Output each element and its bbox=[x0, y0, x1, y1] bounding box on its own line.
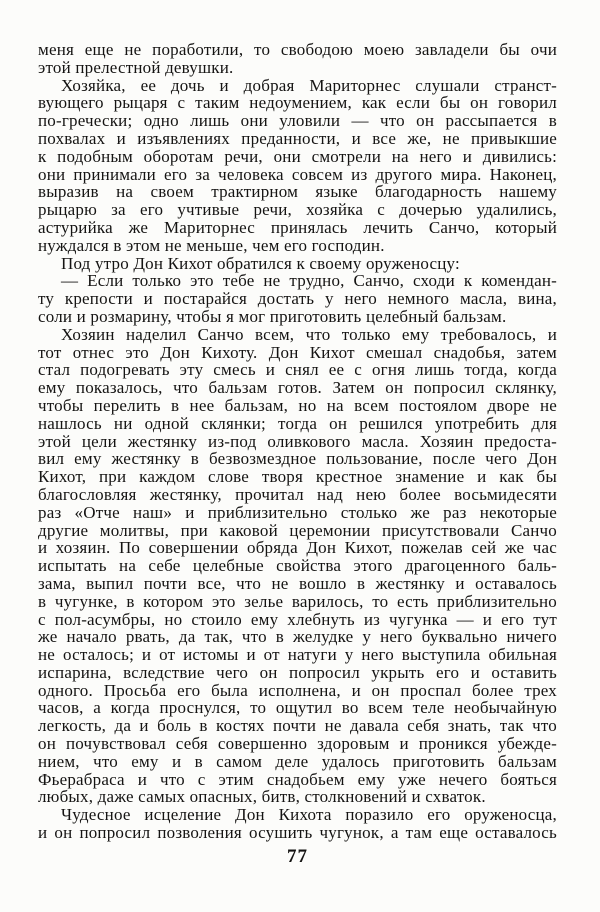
text-line: другие молитвы, при каковой церемонии присутствовали Санчо bbox=[38, 520, 557, 540]
page-number: 77 bbox=[287, 846, 308, 867]
text-line: меня еще не поработили, то свободою моею завладели бы очи bbox=[38, 40, 557, 59]
text-line: Кихот, при каждом слове творя крестное знамение и как бы bbox=[38, 467, 557, 487]
text-line: раз «Отче наш» и приблизительно столько же раз некоторые bbox=[38, 502, 557, 522]
text-line: благословляя жестянку, прочитал над нею более восьмидесяти bbox=[38, 484, 557, 504]
text-line: чтобы перелить в нее бальзам, но на всем постоялом дворе не bbox=[38, 395, 557, 415]
text-line: с пол-асумбры, но стоило ему хлебнуть из чугунка — и его тут bbox=[38, 609, 557, 629]
text-block bbox=[38, 41, 557, 842]
text-line: и хозяин. По совершении обряда Дон Кихот, пожелав сей же час bbox=[38, 538, 557, 558]
text-line: ту крепости и постарайся достать у него немного масла, вина, bbox=[38, 289, 557, 309]
text-line: легкость, да и боль в костях почти не давала себя знать, так что bbox=[38, 716, 557, 736]
text-line: Под утро Дон Кихот обратился к своему оруженосцу: bbox=[61, 253, 460, 273]
text-line: по-гречески; одно лишь они уловили — что он рассыпается в bbox=[38, 111, 557, 131]
text-line: стал подогревать эту смесь и снял ее с огня лишь тогда, когда bbox=[38, 360, 557, 380]
text-line: этой прелестной девушки. bbox=[38, 57, 234, 77]
text-line: любых, даже самых опасных, битв, столкновений и схваток. bbox=[38, 787, 486, 807]
text-line: к подобным оборотам речи, они смотрели на него и дивились: bbox=[38, 146, 557, 166]
text-line: выразив на своем трактирном языке благодарность нашему bbox=[38, 182, 557, 202]
text-line: зама, выпил почти все, что не вошло в жестянку и оставалось bbox=[38, 573, 557, 593]
text-line: он почувствовал себя совершенно здоровым и проникся убежде- bbox=[38, 734, 557, 754]
text-line: тот отнес это Дон Кихоту. Дон Кихот смешал снадобья, затем bbox=[38, 342, 557, 362]
text-line: рыцарю за его учтивые речи, хозяйка с дочерью удалились, bbox=[38, 200, 557, 220]
text-line: в чугунке, в котором это зелье варилось, то есть приблизительно bbox=[38, 591, 557, 611]
text-line: соли и розмарину, чтобы я мог приготовить целебный бальзам. bbox=[38, 306, 507, 326]
text-line: — Если только это тебе не трудно, Санчо, сходи к комендан- bbox=[61, 271, 557, 291]
text-line: вил ему жестянку в безвозмездное пользование, после чего Дон bbox=[38, 449, 557, 469]
text-line: похвалах и изъявлениях преданности, и все же, не привыкшие bbox=[38, 128, 557, 148]
text-line: нашлось ни одной склянки; тогда он решился употребить для bbox=[38, 413, 557, 433]
text-line: одного. Просьба его была исполнена, и он проспал более трех bbox=[38, 680, 557, 700]
text-line: испарина, вследствие чего он попросил укрыть его и оставить bbox=[38, 662, 557, 682]
text-line: ему показалось, что бальзам готов. Затем он попросил склянку, bbox=[38, 378, 557, 398]
text-line: этой цели жестянку из-под оливкового масла. Хозяин предоста- bbox=[38, 431, 557, 451]
text-line: нием, что ему и в самом деле удалось приготовить бальзам bbox=[38, 751, 557, 771]
text-line: астурийка же Мариторнес принялась лечить Санчо, который bbox=[38, 217, 557, 237]
text-line: Хозяин наделил Санчо всем, что только ему требовалось, и bbox=[61, 324, 557, 344]
text-line: Чудесное исцеление Дон Кихота поразило его оруженосца, bbox=[61, 805, 557, 825]
text-line: Фьерабраса и что с этим снадобьем ему уже нечего бояться bbox=[38, 769, 557, 789]
text-line: часов, а когда проснулся, то ощутил во всем теле необычайную bbox=[38, 698, 557, 718]
text-line: вующего рыцаря с таким недоумением, как если бы он говорил bbox=[38, 93, 557, 113]
text-line: и он попросил позволения осушить чугунок, а там еще оставалось bbox=[38, 823, 557, 843]
text-line: испытать на себе целебные свойства этого драгоценного баль- bbox=[38, 556, 557, 576]
text-line: Хозяйка, ее дочь и добрая Мариторнес слушали странст- bbox=[61, 75, 557, 95]
text-line: не осталось; и от истомы и от натуги у него выступила обильная bbox=[38, 645, 557, 665]
text-line: же начало рвать, да так, что в желудке у него буквально ничего bbox=[38, 627, 557, 647]
text-line: они принимали его за человека совсем из другого мира. Наконец, bbox=[38, 164, 557, 184]
text-line: нуждался в этом не меньше, чем его господин. bbox=[38, 235, 385, 255]
